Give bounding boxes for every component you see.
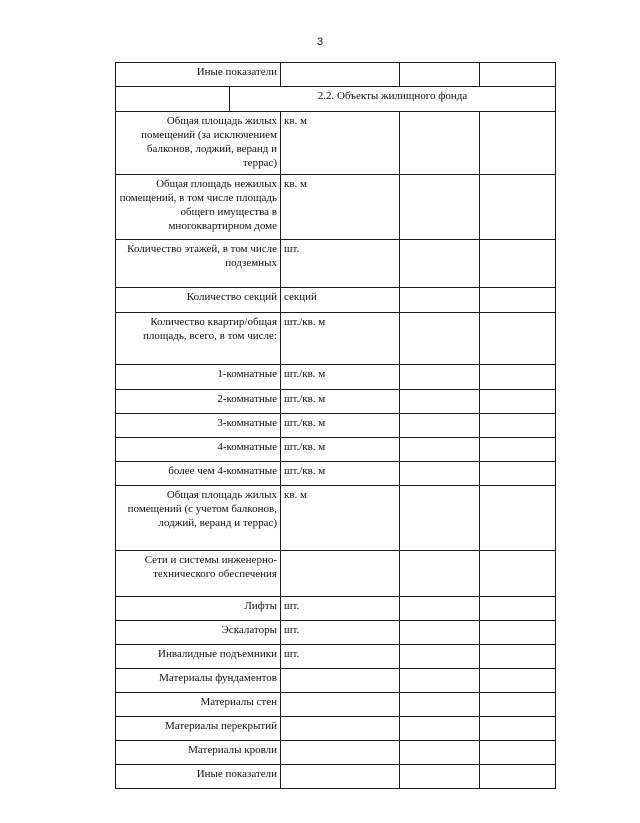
- unit-cell: кв. м: [281, 112, 400, 175]
- value-cell: [400, 621, 480, 645]
- section-title: 2.2. Объекты жилищного фонда: [230, 87, 556, 112]
- unit-cell: шт./кв. м: [281, 365, 400, 390]
- value-cell: [480, 551, 556, 597]
- unit-cell: шт./кв. м: [281, 438, 400, 462]
- value-cell: [480, 645, 556, 669]
- value-cell: [480, 438, 556, 462]
- value-cell: [400, 63, 480, 87]
- unit-cell: шт./кв. м: [281, 390, 400, 414]
- section-header-row: [116, 87, 556, 112]
- row-label: 1-комнатные: [116, 365, 281, 390]
- unit-cell: шт./кв. м: [281, 414, 400, 438]
- unit-cell: секций: [281, 288, 400, 313]
- value-cell: [400, 717, 480, 741]
- value-cell: [480, 621, 556, 645]
- table-row: [116, 765, 556, 789]
- value-cell: [480, 365, 556, 390]
- value-cell: [480, 486, 556, 551]
- value-cell: [480, 414, 556, 438]
- value-cell: [400, 288, 480, 313]
- table-row: [116, 597, 556, 621]
- unit-cell: шт.: [281, 597, 400, 621]
- row-label: Иные показатели: [116, 765, 281, 789]
- unit-cell: кв. м: [281, 175, 400, 240]
- table-row: [116, 112, 556, 175]
- row-label: Общая площадь жилых помещений (с учетом балконов, лоджий, веранд и террас): [116, 486, 281, 551]
- unit-cell: [281, 693, 400, 717]
- value-cell: [480, 63, 556, 87]
- value-cell: [480, 175, 556, 240]
- row-label: Общая площадь жилых помещений (за исключением балконов, лоджий, веранд и террас): [116, 112, 281, 175]
- table-row: [116, 645, 556, 669]
- value-cell: [480, 240, 556, 288]
- value-cell: [400, 365, 480, 390]
- row-label: Материалы стен: [116, 693, 281, 717]
- table-row: [116, 462, 556, 486]
- table-row: [116, 438, 556, 462]
- row-label: 3-комнатные: [116, 414, 281, 438]
- table-row: [116, 693, 556, 717]
- row-label: Эскалаторы: [116, 621, 281, 645]
- value-cell: [400, 175, 480, 240]
- value-cell: [480, 765, 556, 789]
- row-label: Лифты: [116, 597, 281, 621]
- row-label: Количество этажей, в том числе подземных: [116, 240, 281, 288]
- value-cell: [480, 313, 556, 365]
- value-cell: [480, 462, 556, 486]
- row-label: 4-комнатные: [116, 438, 281, 462]
- value-cell: [400, 240, 480, 288]
- unit-cell: кв. м: [281, 486, 400, 551]
- unit-cell: [281, 717, 400, 741]
- row-label: Иные показатели: [116, 63, 281, 87]
- table-row: [116, 486, 556, 551]
- table-row: [116, 313, 556, 365]
- unit-cell: [281, 741, 400, 765]
- value-cell: [480, 390, 556, 414]
- value-cell: [480, 669, 556, 693]
- unit-cell: [281, 669, 400, 693]
- unit-cell: шт.: [281, 645, 400, 669]
- value-cell: [400, 462, 480, 486]
- unit-cell: шт./кв. м: [281, 313, 400, 365]
- value-cell: [400, 390, 480, 414]
- value-cell: [480, 693, 556, 717]
- table-row: [116, 551, 556, 597]
- section-spacer-cell: [116, 87, 230, 112]
- unit-cell: [281, 765, 400, 789]
- table-row: [116, 669, 556, 693]
- value-cell: [400, 438, 480, 462]
- row-label: Количество квартир/общая площадь, всего, в том числе:: [116, 313, 281, 365]
- row-label: Инвалидные подъемники: [116, 645, 281, 669]
- table-row: [116, 288, 556, 313]
- row-label: Материалы перекрытий: [116, 717, 281, 741]
- table-row: [116, 63, 556, 87]
- value-cell: [480, 741, 556, 765]
- page-number: 3: [316, 36, 324, 48]
- table-row: [116, 621, 556, 645]
- row-label: Материалы фундаментов: [116, 669, 281, 693]
- value-cell: [400, 741, 480, 765]
- value-cell: [400, 669, 480, 693]
- value-cell: [400, 551, 480, 597]
- value-cell: [400, 597, 480, 621]
- value-cell: [400, 486, 480, 551]
- row-label: Материалы кровли: [116, 741, 281, 765]
- unit-cell: [281, 551, 400, 597]
- value-cell: [400, 765, 480, 789]
- value-cell: [400, 693, 480, 717]
- value-cell: [480, 288, 556, 313]
- row-label: более чем 4-комнатные: [116, 462, 281, 486]
- unit-cell: шт.: [281, 621, 400, 645]
- value-cell: [400, 414, 480, 438]
- table-row: [116, 717, 556, 741]
- value-cell: [480, 597, 556, 621]
- unit-cell: [281, 63, 400, 87]
- indicators-table: [115, 62, 556, 789]
- value-cell: [400, 112, 480, 175]
- unit-cell: шт.: [281, 240, 400, 288]
- row-label: Сети и системы инженерно-технического обеспечения: [116, 551, 281, 597]
- table-row: [116, 741, 556, 765]
- value-cell: [400, 313, 480, 365]
- unit-cell: шт./кв. м: [281, 462, 400, 486]
- table-row: [116, 414, 556, 438]
- table-row: [116, 240, 556, 288]
- value-cell: [480, 112, 556, 175]
- value-cell: [480, 717, 556, 741]
- row-label: 2-комнатные: [116, 390, 281, 414]
- value-cell: [400, 645, 480, 669]
- table-row: [116, 175, 556, 240]
- table-row: [116, 390, 556, 414]
- row-label: Общая площадь нежилых помещений, в том числе площадь общего имущества в многоквартирном доме: [116, 175, 281, 240]
- row-label: Количество секций: [116, 288, 281, 313]
- table-row: [116, 365, 556, 390]
